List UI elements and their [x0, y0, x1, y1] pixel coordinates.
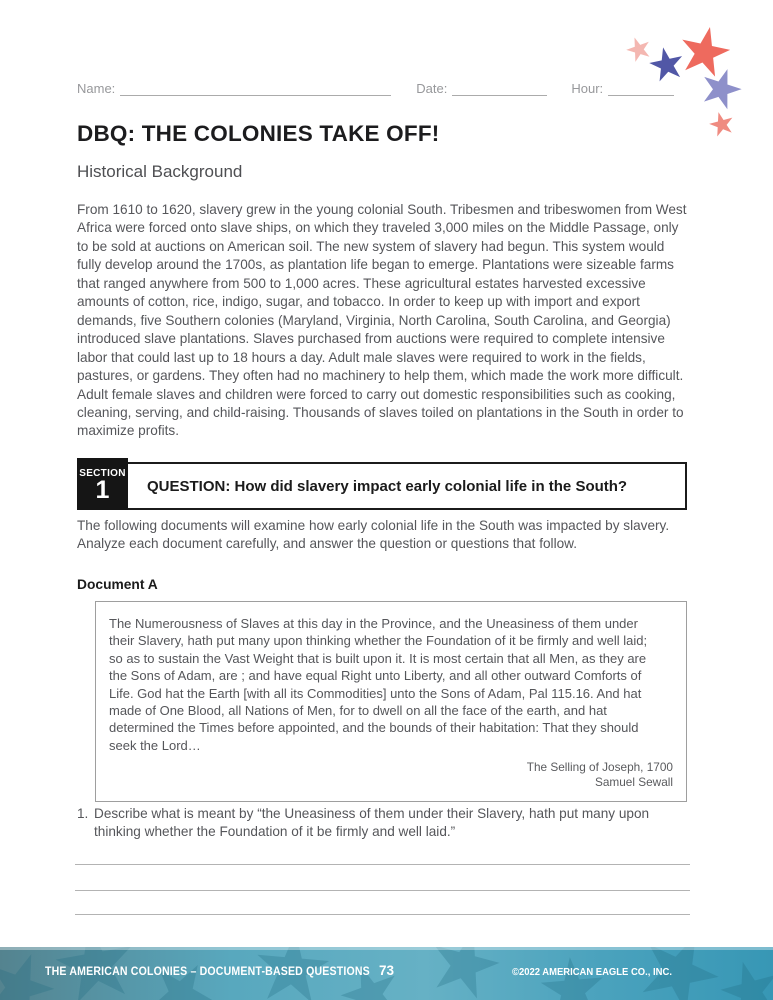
- answer-line: [75, 914, 690, 915]
- document-a-quote-box: [95, 601, 687, 802]
- document-a-label: Document A: [77, 577, 158, 592]
- footer-band: [0, 947, 773, 1000]
- section-question-box: [77, 462, 687, 510]
- answer-line: [75, 864, 690, 865]
- question-1-number: 1.: [77, 806, 89, 821]
- page-subtitle: Historical Background: [77, 162, 243, 181]
- hour-label: Hour:: [571, 81, 604, 96]
- section-banner: [77, 458, 687, 510]
- answer-line: [75, 890, 690, 891]
- section-question-text: QUESTION: How did slavery impact early colonial life in the South?: [147, 477, 628, 495]
- page-title: DBQ: THE COLONIES TAKE OFF!: [77, 121, 440, 146]
- document-a-quote-text: The Numerousness of Slaves at this day in the Province, and the Uneasiness of them under their Slavery, hath put many upon thinking whether the Foundation of it be firmly and well laid; so as to sustain the Vast Weight that is built upon it. It is most certain that all Men, as they are the Sons of Adam, are ; and have equal Right unto Liberty, and all other outward Comforts of Life. God hat the Earth [with all its Commodities] unto the Sons of Adam, Pal 115.16. And hat made of One Blood, all Nations of Men, for to dwell on all the face of the earth, and hat determined the Times before appointed, and the bounds of their habitation: That they should seek the Lord…: [109, 616, 648, 753]
- footer-copyright: ©2022 AMERICAN EAGLE CO., INC.: [512, 966, 672, 978]
- instructions-paragraph: The following documents will examine how early colonial life in the South was impacted by slavery. Analyze each document carefully, and answer the question or questions that follow.: [77, 518, 670, 552]
- name-label: Name:: [77, 81, 116, 96]
- question-1-text: Describe what is meant by “the Uneasiness of them under their Slavery, hath put many upon thinking whether the Foundation of it be firmly and well laid.”: [94, 806, 650, 840]
- footer-top-strip: [0, 947, 773, 950]
- document-a-attribution: [109, 760, 673, 790]
- footer-page-number: 73: [378, 963, 395, 978]
- footer-series-title: THE AMERICAN COLONIES – DOCUMENT-BASED QUESTIONS: [45, 964, 370, 978]
- date-field-line: [452, 80, 547, 96]
- name-field-line: [120, 80, 391, 96]
- section-badge-number: 1: [95, 476, 110, 504]
- date-label: Date:: [416, 81, 448, 96]
- hour-field-line: [608, 80, 674, 96]
- historical-background-paragraph: From 1610 to 1620, slavery grew in the young colonial South. Tribesmen and tribeswomen from West Africa were forced onto slave ships, on which they traveled 3,000 miles on the Middle Passage, only to be sold at auctions on American soil. The new system of slavery had begun. This system would fully develop around the 1700s, as plantation life began to emerge. Plantations were sizeable farms that ranged anywhere from 500 to 1,000 acres. These agricultural estates harvested excessive amounts of cotton, rice, indigo, sugar, and tobacco. In order to keep up with import and export demands, five Southern colonies (Maryland, Virginia, North Carolina, South Carolina, and Georgia) introduced slave plantations. Slaves purchased from auctions were required to complete intensive labor that could last up to 18 hours a day. Adult male slaves were required to work in the fields, pastures, or gardens. They often had no machinery to help them, which made the work more difficult. Adult female slaves and children were forced to carry out domestic responsibilities such as cooking, cleaning, serving, and child-raising. Thousands of slaves toiled on plantations in the South in order to maximize profits.: [77, 202, 687, 439]
- attribution-source: The Selling of Joseph, 1700: [526, 760, 673, 775]
- header-fields-row: [77, 80, 687, 96]
- attribution-author: Samuel Sewall: [594, 775, 673, 790]
- section-badge-label: SECTION: [79, 468, 126, 479]
- question-1: [77, 805, 678, 842]
- section-badge: [77, 458, 128, 510]
